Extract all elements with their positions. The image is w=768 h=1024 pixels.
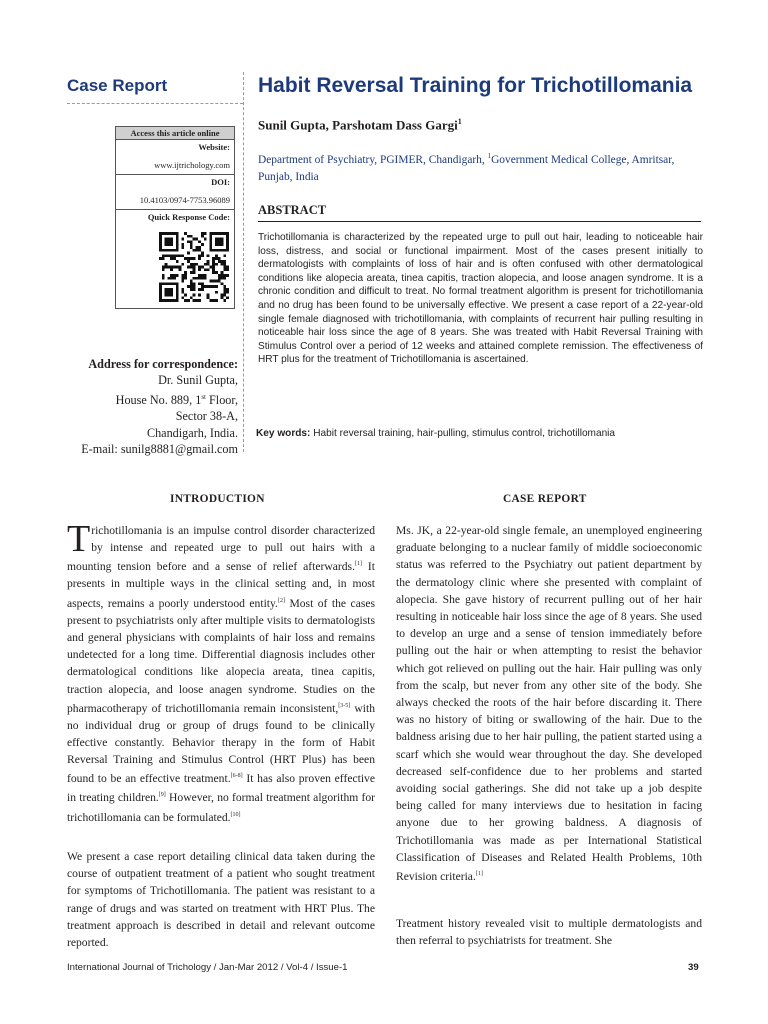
- citation-link[interactable]: [1]: [475, 871, 483, 878]
- website-label: Website:: [198, 142, 230, 152]
- journal-footer: International Journal of Trichology / Jan-Mar 2012 / Vol-4 / Issue-1: [67, 962, 348, 973]
- abstract-heading: ABSTRACT: [258, 203, 327, 217]
- doi-value[interactable]: 10.4103/0974-7753.96089: [139, 195, 230, 205]
- article-title: Habit Reversal Training for Trichotillomania: [258, 74, 693, 97]
- address-line: Dr. Sunil Gupta,: [158, 373, 238, 388]
- citation-link[interactable]: [3-5]: [338, 702, 351, 709]
- introduction-heading: INTRODUCTION: [170, 493, 265, 505]
- citation-link[interactable]: [2]: [277, 597, 285, 604]
- divider: [67, 103, 243, 104]
- drop-cap: T: [67, 518, 91, 560]
- email-link[interactable]: E-mail: sunilg8881@gmail.com: [81, 442, 238, 457]
- qr-code-icon[interactable]: [159, 232, 229, 302]
- affiliations: Department of Psychiatry, PGIMER, Chandigarh, $^1$Government Medical College, Amritsar, Punjab, India: [258, 152, 675, 183]
- qr-label: Quick Response Code:: [147, 212, 230, 222]
- citation-link[interactable]: [1]: [354, 561, 362, 568]
- page-number: 39: [688, 962, 699, 973]
- section-label: Case Report: [67, 76, 168, 95]
- case-report-paragraph: Treatment history revealed visit to multiple dermatologists and then referral to psychiatrists for treatment. She: [396, 917, 702, 948]
- keywords: Key words: Habit reversal training, hair-pulling, stimulus control, trichotillomania: [256, 428, 616, 439]
- correspondence-address: [60, 356, 238, 458]
- website-link[interactable]: www.ijtrichology.com: [154, 160, 230, 170]
- access-box: [115, 126, 235, 309]
- doi-label: DOI:: [211, 177, 230, 187]
- access-heading: Access this article online: [116, 127, 234, 140]
- authors: Sunil Gupta, Parshotam Dass Gargi$^1$: [258, 117, 462, 133]
- citation-link[interactable]: [10]: [230, 811, 241, 818]
- address-title: Address for correspondence:: [88, 357, 238, 371]
- abstract-text: Trichotillomania is characterized by the repeated urge to pull out hair, leading to noticeable hair loss, distress, and social or functional impairment. Most of the cases present initially to dermatologists with complaints of loss of hair and is often confused with other dermatological conditions like alopecia areata, tinea capitis, traction alopecia, and loose anagen syndrome. It is a chronic condition and difficult to treat. No formal treatment algorithm is present for trichotillomania and no drug has been found to be universally effective. We present a case report of a 22-year-old single female diagnosed with trichotillomania, with complaints of recurrent hair pulling resulting in noticeable hair loss since the age of 8 years. She was treated with Habit Reversal Training with Stimulus Control over a period of 12 weeks and attained complete remission. The effectiveness of HRT plus for the treatment of Trichotillomania is ascertained.: [258, 232, 703, 366]
- address-line: Chandigarh, India.: [146, 425, 238, 440]
- address-line: Sector 38-A,: [175, 409, 238, 424]
- case-report-heading: CASE REPORT: [503, 493, 587, 505]
- citation-link[interactable]: [9]: [158, 792, 166, 799]
- citation-link[interactable]: [6-8]: [230, 773, 243, 780]
- address-line: House No. 889, 1st Floor,: [115, 392, 238, 407]
- case-report-paragraph: Ms. JK, a 22-year-old single female, an unemployed engineering graduate belonging to a nuclear family of middle socioeconomic status was referred to the Psychiatry out patient department by the dermatology clinic where she presented with complaint of alopecia. She gave history of recurrent pulling out of her hair resulting in noticeable hair loss since the age of 8 years. She used to develop an urge and a sense of tension immediately before pulling out the hair or when attempting to resist the behavior which got relieved on pulling out the hair. Hair pulling was only from the scalp, but never from any other site of the body. She always checked the roots of the hair before discarding it. There was no history of biting or swallowing of the hair. Due to the baldness arising due to her hair pulling, the patient started using a scarf which she would wear throughout the day. She developed decreased self-confidence due to her problems and started avoiding social gatherings. She did not take up a job despite being called for many interviews due to hesitation in facing anyone due to her growing baldness. A diagnosis of Trichotillomania was made as per International Statistical Classification of Diseases and Related Health Problems, 10th Revision criteria.[1]: [396, 524, 702, 883]
- column-divider: [243, 72, 244, 452]
- introduction-paragraph: We present a case report detailing clinical data taken during the course of outpatient treatment of a patient who sought treatment for symptoms of Trichotillomania. The patient was resistant to a range of drugs and was started on treatment with HRT Plus. The treatment approach is described in detail and relevant outcome reported.: [67, 850, 375, 950]
- introduction-paragraph: Trichotillomania is an impulse control disorder characterized by intense and repeated urge to pull out hairs with a mounting tension before and a sense of relief afterwards.[1] It presents in multiple ways in the clinical setting and, in most aspects, remains a poorly understood entity.[2] Most of the cases present to psychiatrists only after multiple visits to dermatologists and general physicians with complaints of hair loss and remains undetected for a long time. Differential diagnosis includes other dermatological conditions like alopecia areata, tinea capitis, traction alopecia, and loose anagen syndrome. Studies on the pharmacotherapy of trichotillomania remain inconsistent,[3-5] with no individual drug or group of drugs found to be clinically effective constantly. Behavior therapy in the form of Habit Reversal Training and Stimulus Control (HRT Plus) has been found to be an effective treatment.[6-8] It has also proven effective in treating children.[9] However, no formal treatment algorithm for trichotillomania can be formulated.[10]: [67, 518, 376, 824]
- divider: [258, 221, 701, 222]
